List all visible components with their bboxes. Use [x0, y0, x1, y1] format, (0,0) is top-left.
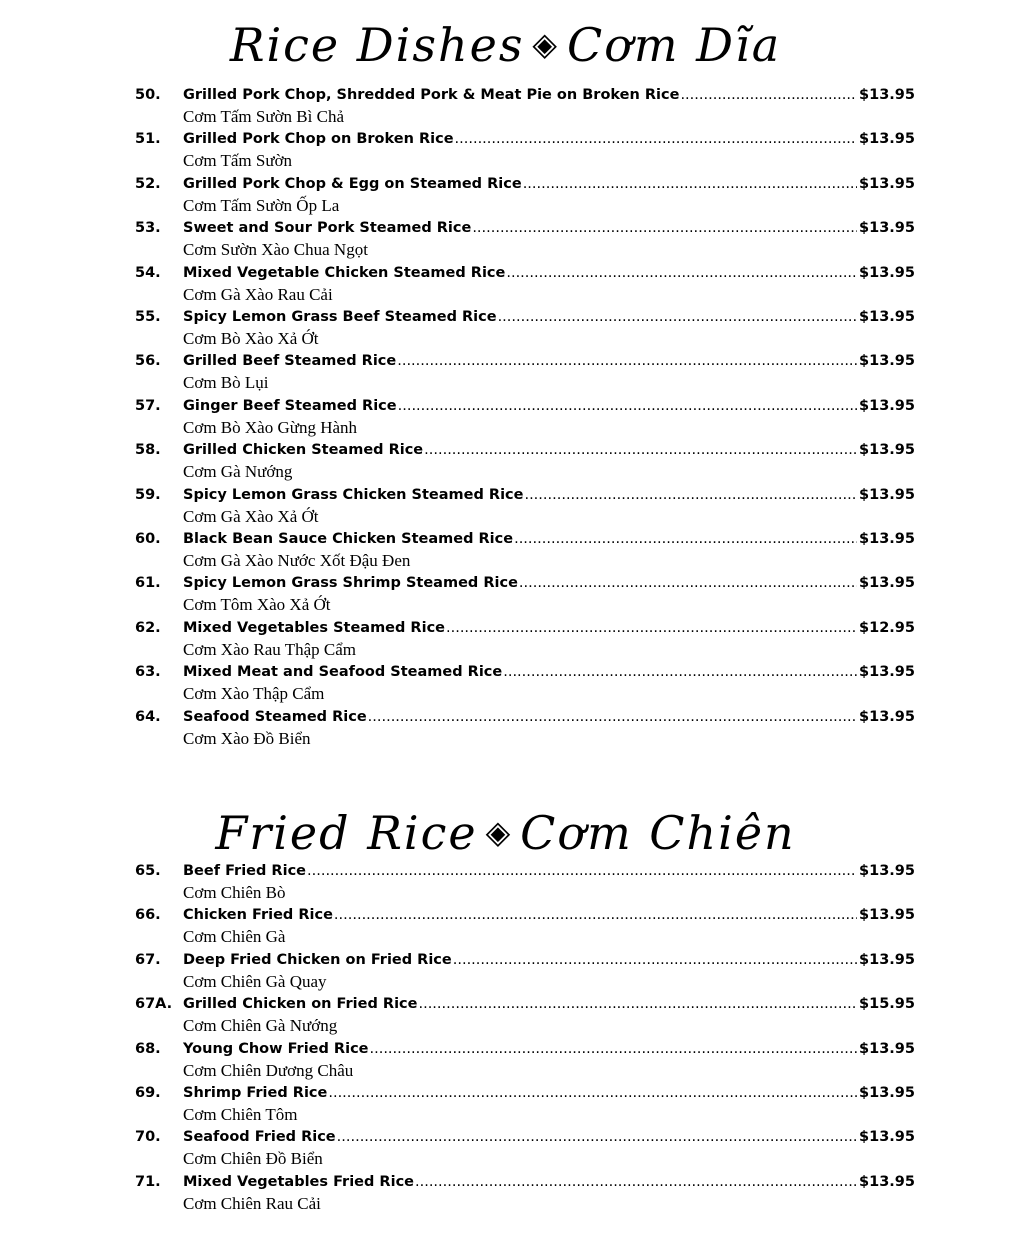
section-title-english: Fried Rice — [215, 806, 478, 860]
section-title — [0, 802, 1011, 863]
dot-leader — [328, 1083, 857, 1103]
menu-item — [0, 950, 1011, 994]
item-name: Mixed Vegetables Steamed Rice — [183, 619, 445, 636]
item-price: $13.95 — [859, 907, 915, 924]
item-number: 51. — [135, 131, 161, 148]
item-name: Black Bean Sauce Chicken Steamed Rice — [183, 531, 514, 547]
item-name-line — [183, 1127, 915, 1147]
item-number: 62. — [135, 619, 161, 636]
item-number: 71. — [135, 1173, 161, 1190]
item-name: Grilled Chicken on Fried Rice — [183, 996, 418, 1013]
item-price: $13.95 — [859, 175, 915, 192]
item-name: Mixed Vegetable Chicken Steamed Rice — [183, 264, 506, 281]
item-price: $13.95 — [859, 863, 915, 879]
item-name: Young Chow Fried Rice — [183, 1040, 369, 1057]
item-number: 69. — [135, 1085, 161, 1101]
item-vietnamese-name: Cơm Tấm Sườn — [183, 151, 293, 171]
item-price: $13.95 — [859, 575, 915, 592]
item-vietnamese-name: Cơm Xào Thập Cẩm — [183, 684, 325, 704]
dot-leader — [337, 1127, 857, 1147]
item-price: $13.95 — [859, 531, 915, 547]
item-name: Grilled Pork Chop on Broken Rice — [183, 131, 454, 148]
item-vietnamese-name: Cơm Chiên Gà Quay — [183, 971, 327, 991]
item-number: 53. — [135, 220, 161, 237]
item-name: Spicy Lemon Grass Shrimp Steamed Rice — [183, 575, 518, 592]
item-price: $13.95 — [859, 951, 915, 968]
item-vietnamese-name: Cơm Xào Đồ Biển — [183, 728, 311, 748]
item-vietnamese-name: Cơm Chiên Gà — [183, 927, 286, 947]
item-number: 61. — [135, 575, 161, 592]
item-name-line — [183, 1083, 915, 1103]
item-price: $13.95 — [859, 131, 915, 148]
item-number: 56. — [135, 353, 161, 370]
item-number: 67. — [135, 951, 161, 968]
item-number: 58. — [135, 442, 161, 459]
item-number: 68. — [135, 1040, 161, 1057]
item-name-line — [183, 1039, 915, 1059]
section-title-vietnamese: Cơm Dĩa — [567, 18, 782, 72]
item-number: 64. — [135, 708, 161, 725]
item-price: $13.95 — [859, 1173, 915, 1190]
diamond-separator-icon: ◈ — [532, 25, 560, 63]
item-name-line — [183, 994, 915, 1014]
item-price: $13.95 — [859, 87, 915, 103]
item-price: $13.95 — [859, 708, 915, 725]
item-price: $13.95 — [859, 1040, 915, 1057]
item-vietnamese-name: Cơm Tôm Xào Xả Ớt — [183, 595, 331, 615]
item-name: Grilled Beef Steamed Rice — [183, 353, 397, 370]
item-name: Sweet and Sour Pork Steamed Rice — [183, 220, 472, 237]
item-name: Seafood Fried Rice — [183, 1129, 336, 1146]
item-price: $12.95 — [859, 619, 915, 636]
item-name: Grilled Pork Chop & Egg on Steamed Rice — [183, 175, 522, 192]
item-number: 54. — [135, 264, 161, 281]
item-price: $13.95 — [859, 220, 915, 237]
item-vietnamese-name: Cơm Gà Nướng — [183, 462, 293, 482]
item-name: Mixed Meat and Seafood Steamed Rice — [183, 664, 503, 681]
item-name: Spicy Lemon Grass Beef Steamed Rice — [183, 309, 497, 325]
item-vietnamese-name: Cơm Chiên Đồ Biển — [183, 1149, 323, 1169]
item-number: 50. — [135, 87, 161, 103]
item-number: 52. — [135, 175, 161, 192]
menu-item — [0, 1172, 1011, 1216]
item-price: $13.95 — [859, 664, 915, 681]
item-name: Ginger Beef Steamed Rice — [183, 397, 397, 414]
item-vietnamese-name: Cơm Xào Rau Thập Cẩm — [183, 639, 356, 659]
item-price: $13.95 — [859, 486, 915, 503]
menu-item — [0, 905, 1011, 949]
item-number: 70. — [135, 1129, 161, 1146]
item-vietnamese-name: Cơm Gà Xào Rau Cải — [183, 284, 333, 304]
item-name: Deep Fried Chicken on Fried Rice — [183, 951, 452, 968]
item-vietnamese-name: Cơm Chiên Dương Châu — [183, 1060, 354, 1080]
item-name: Grilled Chicken Steamed Rice — [183, 442, 424, 459]
item-price: $13.95 — [859, 442, 915, 459]
dot-leader — [418, 994, 857, 1014]
item-name: Grilled Pork Chop, Shredded Pork & Meat Pie on Broken Rice — [183, 87, 680, 103]
menu-item — [0, 1039, 1011, 1083]
item-vietnamese-name: Cơm Tấm Sườn Ốp La — [183, 195, 340, 215]
dot-leader — [370, 1039, 858, 1059]
item-price: $13.95 — [859, 397, 915, 414]
item-name-line — [183, 950, 915, 970]
menu-item — [0, 861, 1011, 905]
dot-leader — [334, 905, 857, 925]
item-name: Spicy Lemon Grass Chicken Steamed Rice — [183, 486, 524, 503]
item-name-line — [183, 905, 915, 925]
menu-item — [0, 994, 1011, 1038]
item-number: 55. — [135, 309, 161, 325]
item-name: Mixed Vegetables Fried Rice — [183, 1173, 414, 1190]
item-number: 65. — [135, 863, 161, 879]
dot-leader — [307, 861, 857, 881]
diamond-separator-icon: ◈ — [485, 813, 513, 851]
dot-leader — [415, 1172, 857, 1192]
item-name-line — [183, 1172, 915, 1192]
item-vietnamese-name: Cơm Bò Xào Gừng Hành — [183, 417, 358, 437]
section-title-vietnamese: Cơm Chiên — [520, 806, 796, 860]
item-vietnamese-name: Cơm Tấm Sườn Bì Chả — [183, 107, 345, 126]
item-name-line — [183, 861, 915, 881]
item-number: 66. — [135, 907, 161, 924]
item-number: 57. — [135, 397, 161, 414]
item-vietnamese-name: Cơm Chiên Tôm — [183, 1105, 298, 1124]
item-name: Beef Fried Rice — [183, 863, 307, 879]
item-price: $13.95 — [859, 1085, 915, 1101]
item-number: 60. — [135, 531, 161, 547]
item-vietnamese-name: Cơm Chiên Rau Cải — [183, 1193, 321, 1213]
item-vietnamese-name: Cơm Bò Lụi — [183, 373, 269, 393]
item-name: Shrimp Fried Rice — [183, 1085, 328, 1101]
item-vietnamese-name: Cơm Chiên Bò — [183, 883, 286, 902]
menu-item — [0, 1127, 1011, 1171]
item-number: 59. — [135, 486, 161, 503]
item-price: $13.95 — [859, 309, 915, 325]
item-vietnamese-name: Cơm Gà Xào Xả Ớt — [183, 506, 319, 526]
item-price: $15.95 — [859, 996, 915, 1013]
item-name: Seafood Steamed Rice — [183, 708, 367, 725]
item-vietnamese-name: Cơm Gà Xào Nước Xốt Đậu Đen — [183, 551, 411, 570]
item-name: Chicken Fried Rice — [183, 907, 333, 924]
item-number: 67A. — [135, 996, 173, 1013]
item-vietnamese-name: Cơm Sườn Xào Chua Ngọt — [183, 240, 368, 260]
section-title-english: Rice Dishes — [229, 18, 525, 72]
item-price: $13.95 — [859, 264, 915, 281]
item-price: $13.95 — [859, 1129, 915, 1146]
dot-leader — [453, 950, 857, 970]
item-vietnamese-name: Cơm Chiên Gà Nướng — [183, 1016, 338, 1036]
item-number: 63. — [135, 664, 161, 681]
menu-item — [0, 1083, 1011, 1127]
item-vietnamese-name: Cơm Bò Xào Xả Ớt — [183, 329, 319, 348]
item-price: $13.95 — [859, 353, 915, 370]
